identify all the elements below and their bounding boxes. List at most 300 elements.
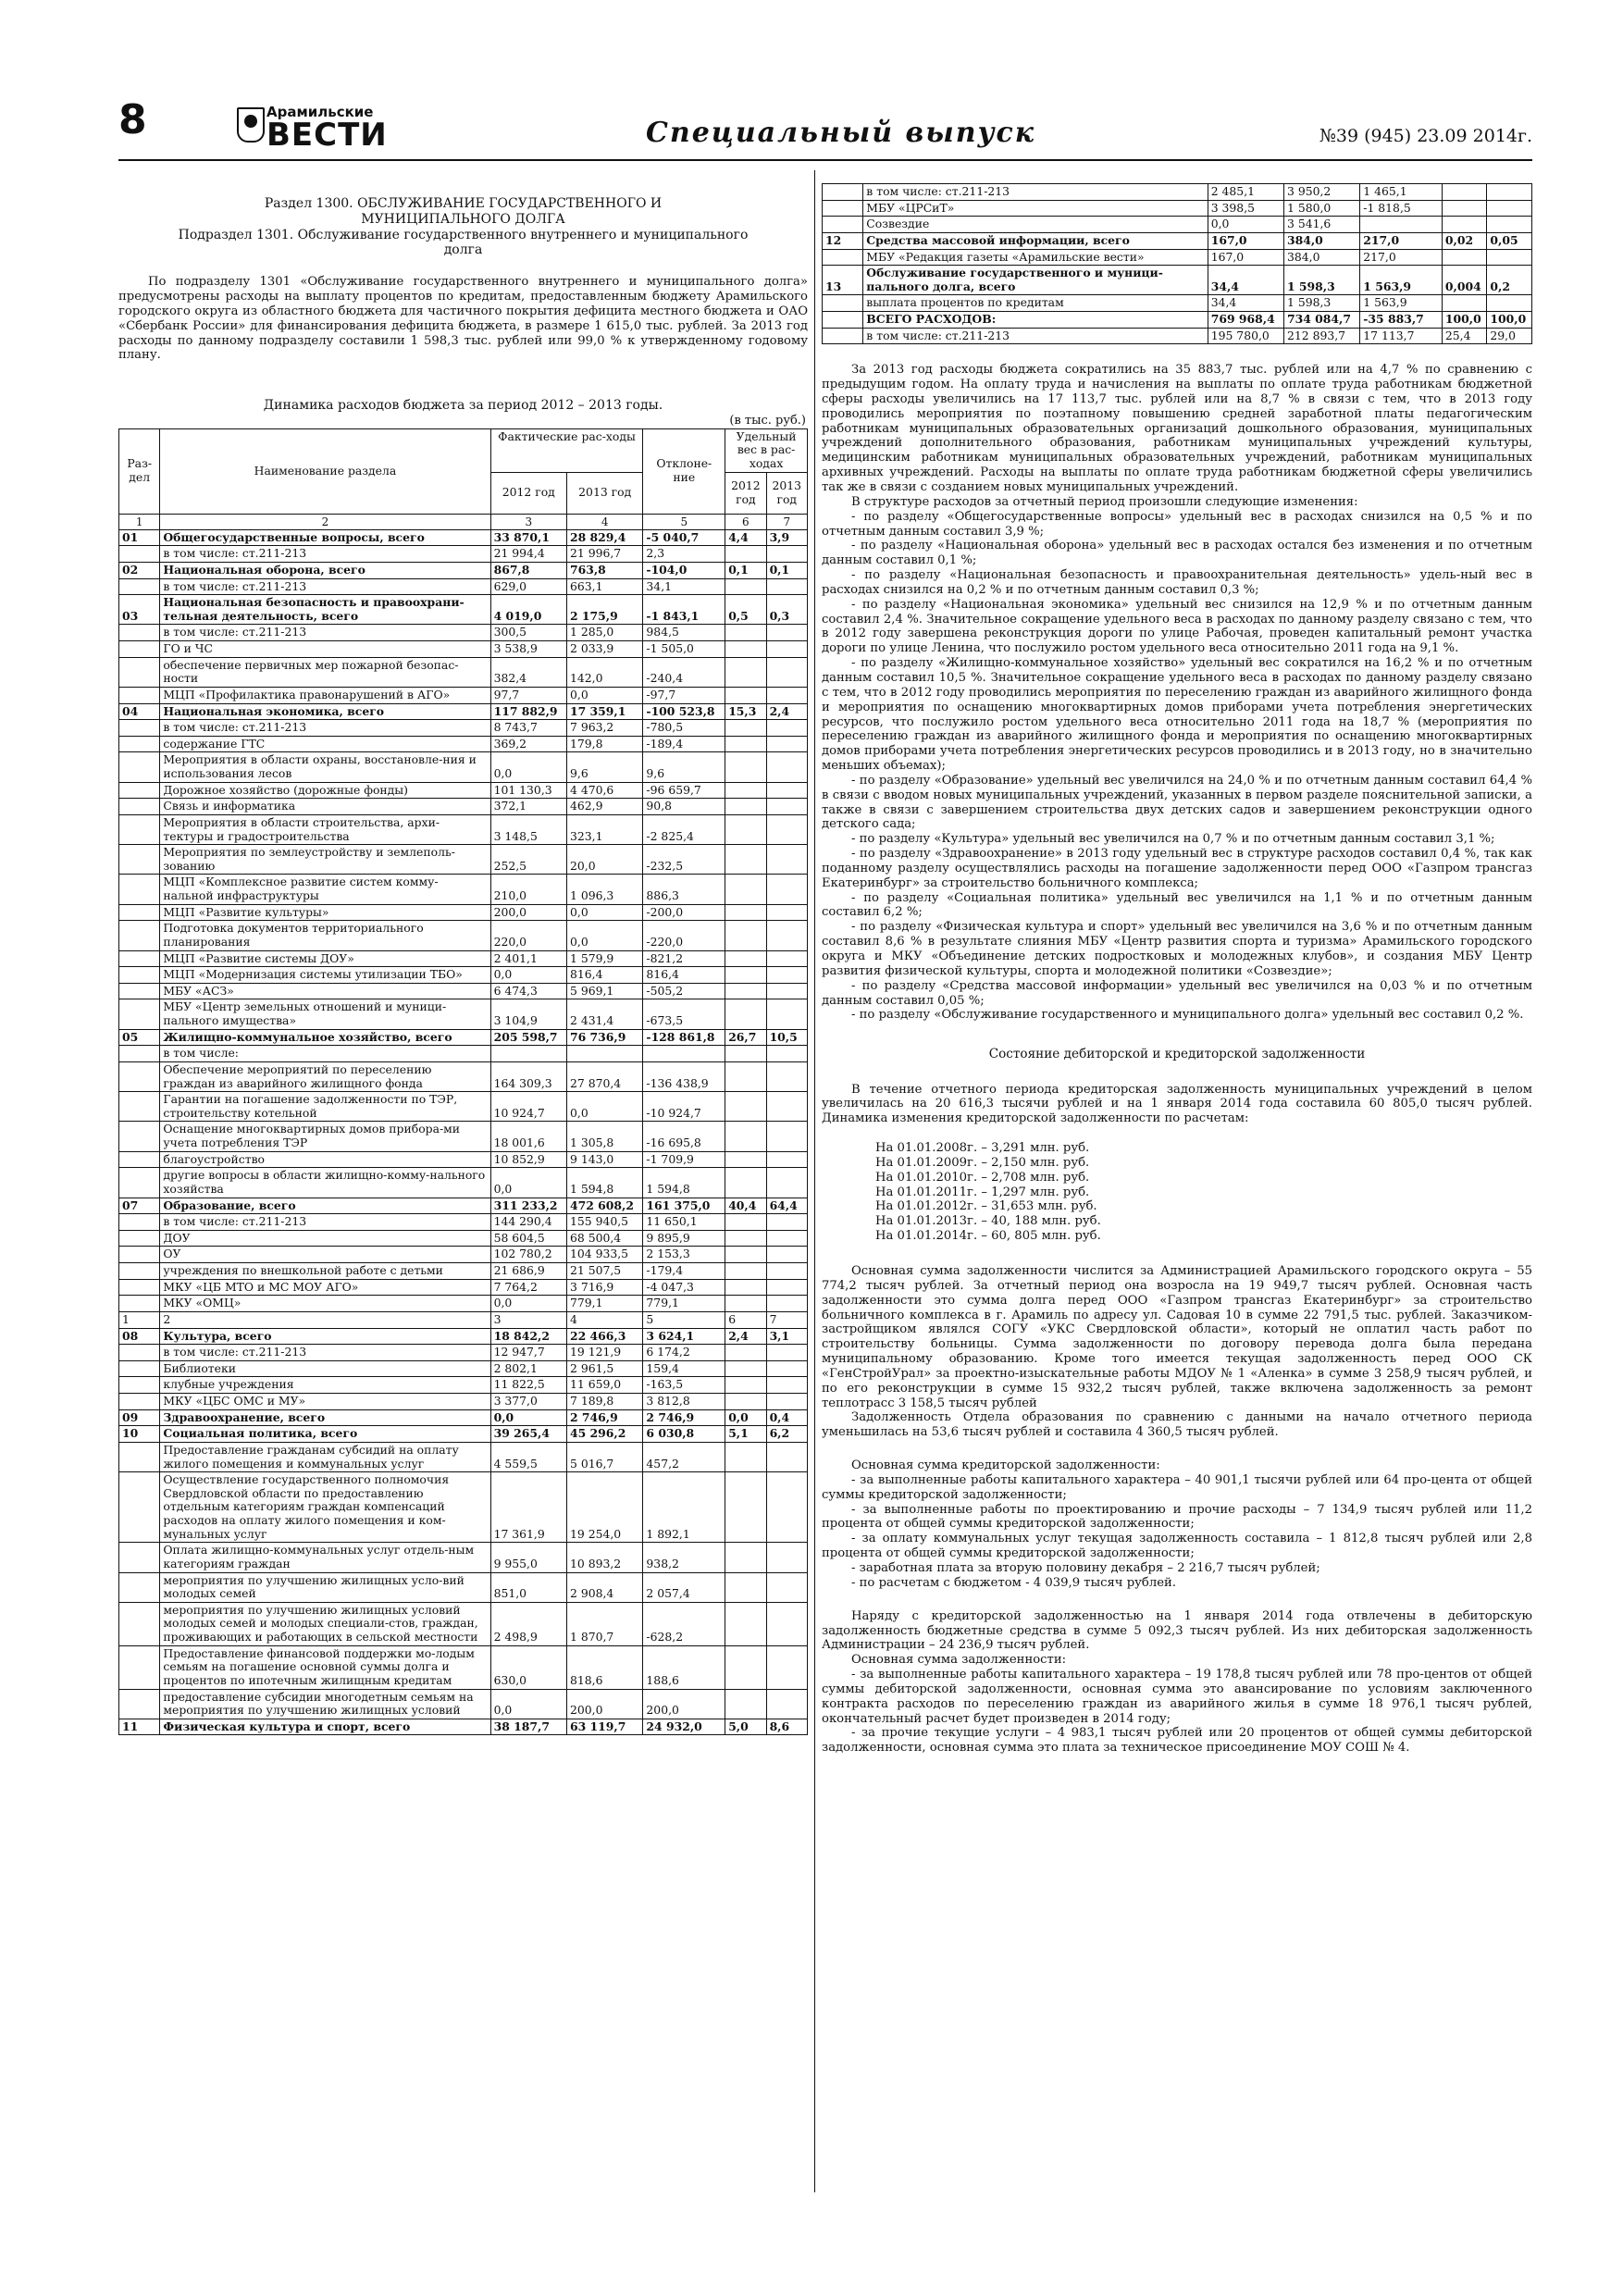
cell-share-2013 (766, 1263, 807, 1280)
cell-share-2013 (766, 736, 807, 752)
cell-section-name: Созвездие (863, 217, 1208, 233)
cell-section-code (119, 1061, 160, 1091)
cell-deviation: -179,4 (643, 1263, 725, 1280)
cell-2013: 21 507,5 (567, 1263, 643, 1280)
cell-2012: 0,0 (490, 752, 566, 782)
cell-2012: 372,1 (490, 799, 566, 815)
cell-2013: 2 908,4 (567, 1572, 643, 1602)
cell-2013: 384,0 (1284, 249, 1360, 266)
cell-section-code (119, 1046, 160, 1062)
cell-2013: 1 579,9 (567, 950, 643, 967)
cell-2013: 7 963,2 (567, 720, 643, 737)
cell-2013: 10 893,2 (567, 1543, 643, 1572)
cell-2012: 2 802,1 (490, 1360, 566, 1377)
cell-section-name: МЦП «Модернизация системы утилизации ТБО» (160, 967, 490, 984)
table-row (119, 1247, 808, 1263)
cell-share-2012 (725, 720, 766, 737)
cell-2012: 34,4 (1208, 295, 1283, 312)
table-row (823, 200, 1532, 217)
special-issue-label: Специальный выпуск (646, 117, 1036, 149)
cell-section-code (119, 546, 160, 563)
cell-2013: 22 466,3 (567, 1328, 643, 1345)
column-number: 6 (725, 514, 766, 529)
table-row (119, 1230, 808, 1247)
cell-2013: 0,0 (567, 904, 643, 921)
cell-share-2013: 3,9 (766, 529, 807, 546)
table-row (119, 562, 808, 578)
cell-share-2012 (725, 1602, 766, 1645)
cell-2012: 205 598,7 (490, 1029, 566, 1046)
cell-share-2013: 0,4 (766, 1409, 807, 1426)
cell-deviation: -1 818,5 (1360, 200, 1443, 217)
cell-share-2013: 6,2 (766, 1426, 807, 1443)
cell-2013: 1 096,3 (567, 875, 643, 904)
cell-share-2013: 64,4 (766, 1198, 807, 1214)
table-row (119, 1046, 808, 1062)
cell-section-code: 02 (119, 562, 160, 578)
cell-share-2013 (1487, 200, 1532, 217)
cell-share-2012 (725, 1345, 766, 1361)
table-row (119, 703, 808, 720)
cell-share-2012 (725, 546, 766, 563)
table-unit: (в тыс. руб.) (729, 414, 806, 428)
cell-2013: 2 961,5 (567, 1360, 643, 1377)
cell-2013: 28 829,4 (567, 529, 643, 546)
cell-share-2013 (766, 950, 807, 967)
cell-2012: 144 290,4 (490, 1214, 566, 1231)
cell-share-2012: 4,4 (725, 529, 766, 546)
cell-section-name: в том числе: ст.211-213 (160, 1345, 490, 1361)
debtor-main-title: Основная сумма задолженности: (851, 1653, 1067, 1668)
cell-share-2012 (725, 687, 766, 703)
debt-dynamics-item: На 01.01.2013г. – 40, 188 млн. руб. (875, 1214, 1101, 1229)
cell-2013: 3 716,9 (567, 1279, 643, 1296)
cell-section-code (119, 845, 160, 875)
cell-deviation: -136 438,9 (643, 1061, 725, 1091)
table-row (823, 249, 1532, 266)
cell-share-2013 (766, 1645, 807, 1689)
cell-section-code (119, 1543, 160, 1572)
column-divider (814, 170, 815, 2192)
cell-section-code (119, 904, 160, 921)
cell-section-code: 09 (119, 1409, 160, 1426)
cell-deviation (643, 1046, 725, 1062)
cell-section-name: выплата процентов по кредитам (863, 295, 1208, 312)
cell-section-name: Здравоохранение, всего (160, 1409, 490, 1426)
cell-share-2013 (766, 1472, 807, 1543)
cell-section-code (119, 1689, 160, 1719)
cell-section-code (119, 814, 160, 844)
cell-share-2012: 0,1 (725, 562, 766, 578)
cell-2013: 3 950,2 (1284, 184, 1360, 201)
cell-deviation: -4 047,3 (643, 1279, 725, 1296)
cell-deviation: 938,2 (643, 1543, 725, 1572)
table-row (119, 657, 808, 687)
cell-section-name: Мероприятия по землеустройству и землеполь-зованию (160, 845, 490, 875)
cell-share-2012 (725, 1394, 766, 1410)
cell-section-code (119, 782, 160, 799)
cell-share-2013 (766, 983, 807, 999)
debtor-item: - за выполненные работы капитального характера – 19 178,8 тысяч рублей или 78 про-центов от общей суммы дебиторской задолженности, основная сумма это авансирование по условиям заключенного контракта расходов по переселению граждан из аварийного жилья в сумме 18 976,1 тысяч рублей, окончательный расчет будет произведен в 2014 году; (822, 1668, 1532, 1726)
cell-2013: 472 608,2 (567, 1198, 643, 1214)
structure-item: - по разделу «Физическая культура и спорт» удельный вес увеличился на 3,6 % и по отчетным данным составил 8,6 % в результате слияния МБУ «Центр развития спорта и туризма» Арамильского городского округа и МКУ «Объединение детских подростковых и молодежных клубов», и создания МБУ Центр развития физической культуры, спорта и молодежной политики «Созвездие»; (822, 920, 1532, 978)
cell-share-2012 (725, 1296, 766, 1312)
cell-2012: 3 148,5 (490, 814, 566, 844)
cell-share-2012 (725, 1168, 766, 1198)
page-number: 8 (118, 96, 147, 143)
cell-2012: 2 485,1 (1208, 184, 1283, 201)
cell-2012: 12 947,7 (490, 1345, 566, 1361)
cell-section-name: в том числе: ст.211-213 (160, 578, 490, 595)
cell-share-2012: 25,4 (1442, 328, 1487, 344)
cell-2012: 210,0 (490, 875, 566, 904)
cell-share-2012 (725, 999, 766, 1029)
cell-2012: 0,0 (490, 1689, 566, 1719)
cell-section-code (119, 1360, 160, 1377)
cell-deviation: -35 883,7 (1360, 312, 1443, 329)
header-share-2012: 2012 год (725, 472, 766, 514)
cell-share-2013 (766, 1092, 807, 1122)
cell-2013: 0,0 (567, 1092, 643, 1122)
cell-section-name: МБУ «Редакция газеты «Арамильские вести» (863, 249, 1208, 266)
cell-deviation: 1 563,9 (1360, 295, 1443, 312)
cell-share-2012: 0,004 (1442, 266, 1487, 295)
cell-section-name: в том числе: ст.211-213 (160, 1214, 490, 1231)
cell-2013 (567, 1046, 643, 1062)
cell-share-2012 (725, 1645, 766, 1689)
cell-section-code: 01 (119, 529, 160, 546)
cell-share-2013 (1487, 217, 1532, 233)
cell-2012: 117 882,9 (490, 703, 566, 720)
cell-share-2013 (766, 578, 807, 595)
cell-section-name: Обслуживание государственного и муници-пального долга, всего (863, 266, 1208, 295)
table-row (119, 875, 808, 904)
cell-deviation: 217,0 (1360, 249, 1443, 266)
cell-section-name: Обеспечение мероприятий по переселению граждан из аварийного жилищного фонда (160, 1061, 490, 1091)
cell-2013: 142,0 (567, 657, 643, 687)
cell-deviation: 188,6 (643, 1645, 725, 1689)
cell-share-2013 (766, 1046, 807, 1062)
cell-share-2013 (766, 752, 807, 782)
cell-section-name: Мероприятия в области охраны, восстановле-ния и использования лесов (160, 752, 490, 782)
cell-section-name: 2 (160, 1311, 490, 1328)
cell-section-code: 10 (119, 1426, 160, 1443)
cell-section-code (119, 1168, 160, 1198)
cell-section-name: Подготовка документов территориального планирования (160, 921, 490, 950)
debt-dynamics-list (822, 1141, 1532, 1244)
cell-share-2012 (725, 782, 766, 799)
cell-share-2013: 8,6 (766, 1719, 807, 1735)
cell-deviation: -505,2 (643, 983, 725, 999)
cell-section-name: благоустройство (160, 1151, 490, 1168)
cell-deviation: 2 746,9 (643, 1409, 725, 1426)
cell-section-name: Физическая культура и спорт, всего (160, 1719, 490, 1735)
table-row (119, 1263, 808, 1280)
cell-deviation: 1 594,8 (643, 1168, 725, 1198)
admin-debt-paragraph: Основная сумма задолженности числится за Администрацией Арамильского городского округа – 55 774,2 тысяч рублей. За отчетный период она возросла на 19 949,7 тысяч рублей. Основная часть задолженности это сумма долга перед ООО «Газпром трансгаз Екатеринбург» за строительство больничного комплекса в г. Арамиль по адресу ул. Садовая 10 в сумме 22 791,5 тыс. рублей. Заказчиком-застройщиком являлся СОГУ «УКС Свердловской области», который не оплатил часть работ по строительству больницы. Сумма задолженности по договору перевода долга была передана муниципальному образованию. Кроме того имеется текущая задолженность перед ООО СК «ГенСтройУрал» за проектно-изыскательные работы МДОУ № 1 «Аленка» в сумме 3 258,9 тысяч рублей, и по его реконструкции в сумме 15 932,2 тысяч рублей, также включена задолженность за ремонт теплотрасс 3 158,5 тысяч рублей (822, 1263, 1532, 1410)
column-number: 4 (567, 514, 643, 529)
cell-2012: 2 401,1 (490, 950, 566, 967)
cell-2013: 9 143,0 (567, 1151, 643, 1168)
cell-deviation: -628,2 (643, 1602, 725, 1645)
brand-title: ВЕСТИ (266, 117, 388, 154)
cell-2013: 384,0 (1284, 232, 1360, 249)
cell-section-code: 1 (119, 1311, 160, 1328)
cell-deviation: 3 812,8 (643, 1394, 725, 1410)
table-row (119, 687, 808, 703)
cell-deviation: 3 624,1 (643, 1328, 725, 1345)
table-row (119, 546, 808, 563)
table-row (119, 1168, 808, 1198)
cell-share-2013 (766, 546, 807, 563)
structure-item: - по разделу «Обслуживание государственного и муниципального долга» удельный вес составил 0,2 %. (851, 1008, 1524, 1023)
cell-2013: 76 736,9 (567, 1029, 643, 1046)
cell-section-code (119, 641, 160, 658)
cell-section-code (119, 1247, 160, 1263)
cell-2013: 63 119,7 (567, 1719, 643, 1735)
left-column (118, 168, 808, 1735)
table-row (119, 1296, 808, 1312)
table-row (119, 1311, 808, 1328)
cell-share-2013: 29,0 (1487, 328, 1532, 344)
cell-section-code: 11 (119, 1719, 160, 1735)
debt-dynamics-item: На 01.01.2009г. – 2,150 млн. руб. (875, 1155, 1090, 1170)
table-row (119, 752, 808, 782)
cell-share-2012 (725, 1472, 766, 1543)
header-share-2013: 2013 год (766, 472, 807, 514)
cell-section-code (119, 799, 160, 815)
cell-2013: 734 084,7 (1284, 312, 1360, 329)
cell-section-name: МКУ «ОМЦ» (160, 1296, 490, 1312)
debt-intro-paragraph: В течение отчетного периода кредиторская задолженность муниципальных учреждений в целом увеличилась на 20 616,3 тысячи рублей и на 1 января 2014 года составила 60 805,0 тысяч рублей. Динамика изменения кредиторской задолженности по расчетам: (822, 1082, 1532, 1126)
cell-2012: 18 001,6 (490, 1122, 566, 1151)
cell-2012: 3 (490, 1311, 566, 1328)
table-row (119, 1394, 808, 1410)
cell-section-code (119, 921, 160, 950)
structure-item: - по разделу «Национальная безопасность и правоохранительная деятельность» удель-ный вес в расходах снизился на 0,2 % и по отчетным данным составил 0,3 %; (822, 568, 1532, 597)
cell-2012: 200,0 (490, 904, 566, 921)
structure-item: - по разделу «Средства массовой информации» удельный вес увеличился на 0,03 % и по отчетным данным составил 0,05 %; (822, 978, 1532, 1008)
section-title: Раздел 1300. ОБСЛУЖИВАНИЕ ГОСУДАРСТВЕННОГО И МУНИЦИПАЛЬНОГО ДОЛГА (264, 196, 663, 227)
table-row (119, 1442, 808, 1471)
cell-deviation: 886,3 (643, 875, 725, 904)
cell-2013: 2 033,9 (567, 641, 643, 658)
cell-2012: 0,0 (490, 1409, 566, 1426)
cell-deviation: -104,0 (643, 562, 725, 578)
cell-section-name: МБУ «АСЗ» (160, 983, 490, 999)
cell-share-2012: 0,0 (725, 1409, 766, 1426)
cell-deviation: -1 843,1 (643, 595, 725, 625)
cell-section-name: Гарантии на погашение задолженности по ТЭР, строительству котельной (160, 1092, 490, 1122)
cell-section-name: содержание ГТС (160, 736, 490, 752)
table-row (119, 967, 808, 984)
cell-share-2012 (725, 1360, 766, 1377)
cell-share-2013 (766, 1602, 807, 1645)
right-column (822, 183, 1532, 1756)
table-row (119, 1151, 808, 1168)
cell-2013: 2 746,9 (567, 1409, 643, 1426)
cell-section-name: Оснащение многоквартирных домов прибора-ми учета потребления ТЭР (160, 1122, 490, 1151)
cell-2013: 20,0 (567, 845, 643, 875)
cell-2012: 629,0 (490, 578, 566, 595)
cell-section-code (119, 875, 160, 904)
cell-section-code: 07 (119, 1198, 160, 1214)
cell-deviation: -10 924,7 (643, 1092, 725, 1122)
cell-section-name: Средства массовой информации, всего (863, 232, 1208, 249)
table-row (119, 904, 808, 921)
table-row (119, 1345, 808, 1361)
cell-section-code: 05 (119, 1029, 160, 1046)
cell-2012: 97,7 (490, 687, 566, 703)
cell-share-2013: 0,3 (766, 595, 807, 625)
cell-2012: 311 233,2 (490, 1198, 566, 1214)
table-row (119, 999, 808, 1029)
cell-deviation: -16 695,8 (643, 1122, 725, 1151)
table-row (119, 1328, 808, 1345)
table-row (119, 595, 808, 625)
cell-share-2013: 3,1 (766, 1328, 807, 1345)
cell-deviation: 9 895,9 (643, 1230, 725, 1247)
cell-section-code (119, 657, 160, 687)
cell-share-2012 (725, 625, 766, 641)
cell-section-name: Образование, всего (160, 1198, 490, 1214)
table-row (119, 1426, 808, 1443)
table-row (119, 1377, 808, 1394)
table-row (119, 1029, 808, 1046)
cell-share-2012 (725, 1046, 766, 1062)
cell-share-2013 (766, 1360, 807, 1377)
issue-info: №39 (945) 23.09 2014г. (1319, 126, 1532, 146)
cell-share-2012 (725, 1543, 766, 1572)
cell-share-2012: 26,7 (725, 1029, 766, 1046)
cell-deviation: -232,5 (643, 845, 725, 875)
debtor-paragraph: Наряду с кредиторской задолженностью на 1 января 2014 года отвлечены в дебиторскую задолженность бюджетные средства в сумме 5 092,3 тысяч рублей. Из них дебиторская задолженность Администрации – 24 236,9 тысяч рублей. (822, 1608, 1532, 1653)
brand-subtitle: Арамильские (266, 104, 374, 120)
cell-share-2012 (725, 1377, 766, 1394)
cell-share-2013 (766, 814, 807, 844)
cell-share-2013 (766, 687, 807, 703)
cell-deviation: 9,6 (643, 752, 725, 782)
cell-section-code (823, 295, 863, 312)
cell-deviation: -100 523,8 (643, 703, 725, 720)
cell-2013: 1 598,3 (1284, 295, 1360, 312)
cell-deviation: -128 861,8 (643, 1029, 725, 1046)
cell-share-2012 (725, 1442, 766, 1471)
cell-section-code: 12 (823, 232, 863, 249)
cell-section-code (119, 950, 160, 967)
cell-2012: 0,0 (490, 1168, 566, 1198)
cell-deviation: 17 113,7 (1360, 328, 1443, 344)
cell-2013: 1 598,3 (1284, 266, 1360, 295)
cell-2013: 179,8 (567, 736, 643, 752)
cell-deviation: 6 030,8 (643, 1426, 725, 1443)
cell-share-2012 (725, 921, 766, 950)
cell-2013: 663,1 (567, 578, 643, 595)
cell-share-2013 (766, 720, 807, 737)
table-row (119, 845, 808, 875)
cell-share-2013 (766, 1247, 807, 1263)
cell-2012: 38 187,7 (490, 1719, 566, 1735)
creditor-item: - за выполненные работы капитального характера – 40 901,1 тысячи рублей или 64 про-цента от общей суммы кредиторской задолженности; (822, 1472, 1532, 1502)
cell-share-2013 (766, 1168, 807, 1198)
table-row (823, 217, 1532, 233)
debtor-item: - за прочие текущие услуги – 4 983,1 тысяч рублей или 20 процентов от общей суммы дебиторской задолженности, основная сумма это плата за техническое присоединение МОУ СОШ № 4. (822, 1726, 1532, 1756)
cell-deviation: 161 375,0 (643, 1198, 725, 1214)
cell-2013: 212 893,7 (1284, 328, 1360, 344)
cell-2013: 19 121,9 (567, 1345, 643, 1361)
cell-share-2012 (725, 1689, 766, 1719)
cell-2013: 11 659,0 (567, 1377, 643, 1394)
table-row (119, 736, 808, 752)
cell-2013: 0,0 (567, 687, 643, 703)
cell-2012: 167,0 (1208, 249, 1283, 266)
cell-2012: 102 780,2 (490, 1247, 566, 1263)
table-row (119, 1572, 808, 1602)
cell-section-name: обеспечение первичных мер пожарной безопас-ности (160, 657, 490, 687)
cell-share-2013 (766, 1345, 807, 1361)
cell-deviation: 2,3 (643, 546, 725, 563)
table-row (119, 1279, 808, 1296)
cell-share-2012 (1442, 200, 1487, 217)
cell-section-code (823, 312, 863, 329)
cell-share-2012 (725, 814, 766, 844)
cell-section-code (119, 1296, 160, 1312)
header-actual: Фактические рас-ходы (490, 428, 643, 472)
cell-section-name: Национальная безопасность и правоохрани-тельная деятельность, всего (160, 595, 490, 625)
subsection-title: Подраздел 1301. Обслуживание государственного внутреннего и муниципального долга (178, 227, 749, 258)
cell-deviation: -220,0 (643, 921, 725, 950)
cell-share-2012 (725, 1151, 766, 1168)
table-row (119, 529, 808, 546)
cell-section-code (119, 1472, 160, 1543)
table-row (823, 312, 1532, 329)
table-row (119, 641, 808, 658)
cell-section-name: в том числе: ст.211-213 (160, 625, 490, 641)
cell-share-2012: 100,0 (1442, 312, 1487, 329)
cell-deviation: -1 709,9 (643, 1151, 725, 1168)
cell-deviation: 984,5 (643, 625, 725, 641)
cell-section-name: Осуществление государственного полномочия Свердловской области по предоставлению отдельным категориям граждан компенсаций расходов на оплату жилого помещения и ком-мунальных услуг (160, 1472, 490, 1543)
cell-deviation: -2 825,4 (643, 814, 725, 844)
cell-2012: 769 968,4 (1208, 312, 1283, 329)
cell-share-2013 (766, 1296, 807, 1312)
cell-deviation: 1 892,1 (643, 1472, 725, 1543)
cell-share-2013 (766, 799, 807, 815)
cell-share-2013: 2,4 (766, 703, 807, 720)
debt-section-title: Состояние дебиторской и кредиторской задолженности (988, 1047, 1366, 1062)
cell-2013: 27 870,4 (567, 1061, 643, 1091)
cell-section-name: Общегосударственные вопросы, всего (160, 529, 490, 546)
cell-deviation: -163,5 (643, 1377, 725, 1394)
cell-share-2012 (725, 983, 766, 999)
cell-share-2012 (725, 641, 766, 658)
cell-share-2013 (766, 1572, 807, 1602)
cell-2012: 58 604,5 (490, 1230, 566, 1247)
table-row (823, 184, 1532, 201)
cell-section-name: МЦП «Развитие системы ДОУ» (160, 950, 490, 967)
cell-section-name: ГО и ЧС (160, 641, 490, 658)
cell-2012: 21 994,4 (490, 546, 566, 563)
header-2012: 2012 год (490, 472, 566, 514)
table-row (119, 921, 808, 950)
cell-deviation: 34,1 (643, 578, 725, 595)
cell-section-code (119, 1442, 160, 1471)
table-row (119, 1719, 808, 1735)
cell-share-2013: 7 (766, 1311, 807, 1328)
cell-2012: 300,5 (490, 625, 566, 641)
cell-share-2012 (725, 967, 766, 984)
summary-paragraph: За 2013 год расходы бюджета сократились на 35 883,7 тыс. рублей или на 4,7 % по сравнению с предыдущим годом. На оплату труда и начисления на выплаты по оплате труда работникам бюджетной сферы расходы увеличились на 17 113,7 тыс. рублей или на 8,7 % в связи с тем, что в 2013 году проводились мероприятия по поэтапному повышению средней заработной платы педагогическим работникам муниципальных образовательных организаций дошкольного образования, муниципальных учреждений дополнительного образования, работникам муниципальных учреждений культуры, медицинским работникам муниципальных образовательных учреждений, работникам муниципальных архивных учреждений. Расходы на выплаты по оплате труда работникам бюджетной сферы увеличились так же в связи с созданием новых муниципальных учреждений. (822, 363, 1532, 494)
